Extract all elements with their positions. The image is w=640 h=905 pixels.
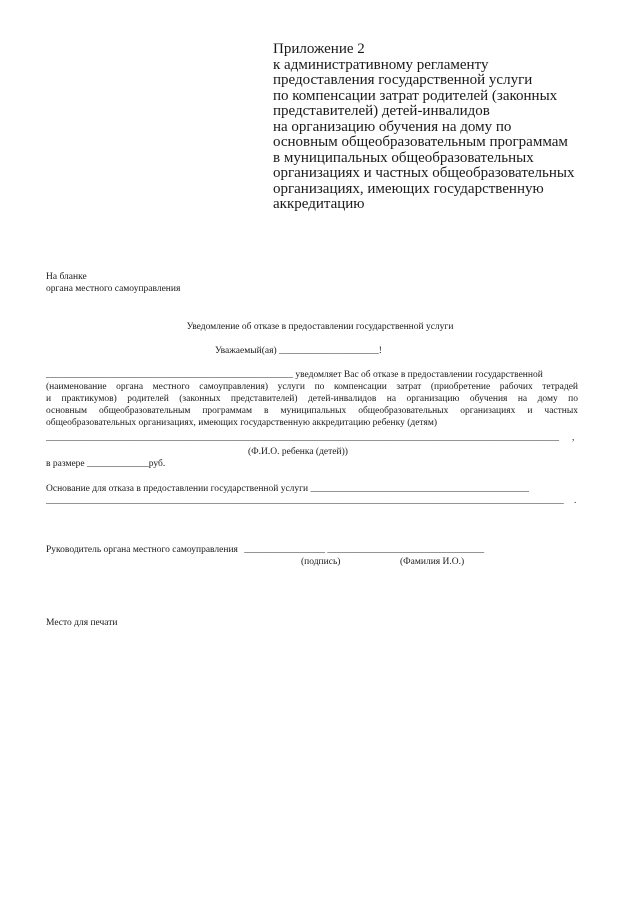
header-line: к административному регламенту	[273, 56, 489, 73]
authority-name-field[interactable]: ____________________________________________________	[46, 370, 293, 380]
stamp-place-label: Место для печати	[46, 618, 118, 628]
header-line: организациях и частных общеобразовательных	[273, 165, 575, 181]
body-line: общеобразовательных организациях, имеющих государственную аккредитацию ребенку (детям)	[46, 418, 437, 428]
header-line: основным общеобразовательным программам	[273, 134, 568, 150]
appendix-header	[273, 42, 613, 213]
amount-suffix: руб.	[148, 459, 166, 469]
greeting-suffix: !	[378, 346, 382, 356]
signature-caption: (подпись)	[301, 557, 341, 567]
body-line: (наименование органа местного самоуправления) услуги по компенсации затрат (приобретение рабочих тетрадей	[46, 382, 578, 392]
header-line: организациях, имеющих государственную	[273, 180, 544, 197]
amount-row	[46, 458, 165, 470]
letterhead-line-2: органа местного самоуправления	[46, 284, 181, 294]
header-line: Приложение 2	[273, 41, 365, 57]
header-line: в муниципальных общеобразовательных	[273, 149, 534, 166]
signer-row	[46, 544, 484, 556]
signature-field[interactable]: _________________ _________________________________	[244, 545, 485, 555]
greeting-line	[215, 345, 382, 357]
header-line: предоставления государственной услуги	[273, 72, 533, 88]
body-first-line	[46, 369, 578, 381]
letterhead-note	[46, 271, 180, 295]
child-name-field[interactable]: ____________________________________________________________________________________________________________	[46, 433, 559, 443]
signer-label: Руководитель органа местного самоуправления	[46, 545, 238, 555]
refusal-reason-field[interactable]: ______________________________________________	[310, 484, 530, 494]
letterhead-line-1: На бланке	[46, 272, 87, 282]
header-line: по компенсации затрат родителей (законных	[273, 87, 558, 104]
header-line: аккредитацию	[273, 196, 365, 212]
body-line: и практикумов) родителей (законных представителей) детей-инвалидов на организацию обучения на дому по	[46, 394, 578, 404]
amount-prefix: в размере	[46, 459, 85, 469]
refusal-reason-row	[46, 483, 580, 495]
refusal-reason-row-2	[46, 495, 580, 507]
amount-field[interactable]: _____________	[87, 459, 149, 469]
refusal-reason-label: Основание для отказа в предоставлении государственной услуги	[46, 484, 309, 494]
notice-body	[46, 381, 578, 429]
header-line: на организацию обучения на дому по	[273, 118, 512, 135]
notice-title: Уведомление об отказе в предоставлении государственной услуги	[186, 322, 454, 332]
full-name-caption: (Фамилия И.О.)	[400, 557, 465, 567]
child-name-row	[46, 432, 580, 444]
body-line: уведомляет Вас об отказе в предоставлении государственной	[295, 370, 543, 380]
child-name-caption: (Ф.И.О. ребенка (детей))	[248, 447, 348, 457]
greeting-prefix: Уважаемый(ая)	[215, 346, 277, 356]
child-line-end: ,	[572, 433, 575, 443]
reason-line-end: .	[574, 496, 577, 506]
header-line: представителей) детей-инвалидов	[273, 103, 490, 119]
refusal-reason-field-2[interactable]: _____________________________________________________________________________________________________________	[46, 496, 564, 506]
recipient-name-field[interactable]: _____________________	[279, 346, 379, 356]
body-line: основным общеобразовательным программам в муниципальных общеобразовательных организациях и частных	[46, 406, 578, 416]
